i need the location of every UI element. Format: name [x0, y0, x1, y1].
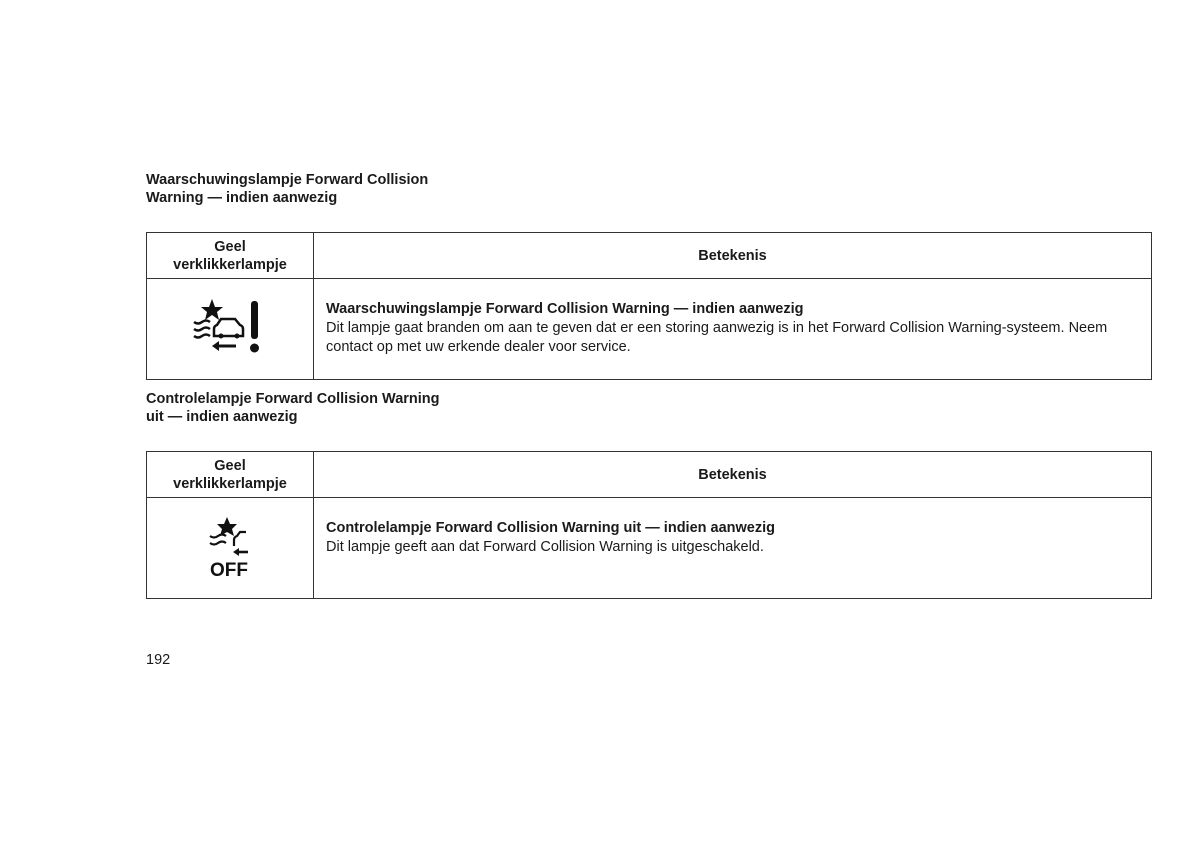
meaning-cell [314, 498, 1152, 599]
entry-title: Waarschuwingslampje Forward Collision Warning — indien aanwezig [326, 301, 804, 317]
column-header-meaning: Betekenis [314, 233, 1152, 279]
off-label: OFF [210, 560, 248, 580]
column-header-meaning: Betekenis [314, 452, 1152, 498]
table-row [147, 279, 1152, 380]
column-header-lamp: Geel verklikkerlampje [147, 452, 314, 498]
page-number: 192 [146, 652, 171, 668]
section-heading-fcw-off: Controlelampje Forward Collision Warning uit — indien aanwezig [146, 391, 440, 425]
meaning-cell [314, 279, 1152, 380]
fcw-warning-table [146, 232, 1152, 380]
lamp-cell [147, 279, 314, 380]
table-header-row [147, 233, 1152, 279]
table-row [147, 498, 1152, 599]
entry-description: Dit lampje gaat branden om aan te geven dat er een storing aanwezig is in het Forward Collision Warning-systeem. Neem contact op met uw erkende dealer voor service. [326, 320, 1108, 355]
table-header-row [147, 452, 1152, 498]
section-heading-fcw-warning: Waarschuwingslampje Forward Collision Warning — indien aanwezig [146, 172, 429, 206]
forward-collision-warning-icon [190, 298, 270, 360]
lamp-cell [147, 498, 314, 599]
forward-collision-warning-off-icon [200, 516, 260, 580]
column-header-lamp: Geel verklikkerlampje [147, 233, 314, 279]
entry-title: Controlelampje Forward Collision Warning uit — indien aanwezig [326, 520, 775, 536]
fcw-off-table [146, 451, 1152, 599]
entry-description: Dit lampje geeft aan dat Forward Collision Warning is uitgeschakeld. [326, 539, 764, 555]
